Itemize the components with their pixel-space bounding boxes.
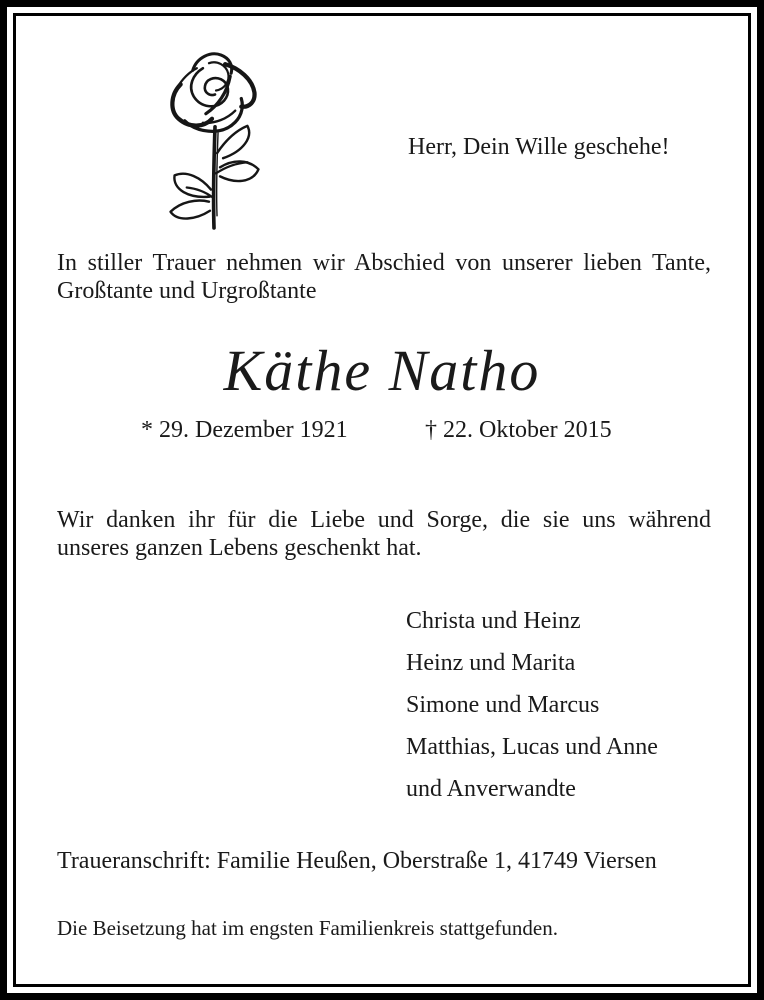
mourner-line: und Anverwandte	[406, 776, 576, 802]
birth-date: * 29. Dezember 1921	[141, 417, 348, 443]
rose-icon	[162, 48, 266, 232]
intro-line-2: Großtante und Urgroßtante	[57, 278, 317, 304]
intro-line-1: In stiller Trauer nehmen wir Abschied von unserer lieben Tante,	[57, 250, 711, 276]
mourners-list	[406, 600, 658, 810]
death-date: † 22. Oktober 2015	[425, 417, 612, 443]
mourning-address: Traueranschrift: Familie Heußen, Oberstraße 1, 41749 Viersen	[57, 848, 657, 874]
rose-illustration	[162, 48, 266, 232]
thanks-line-2: unseres ganzen Lebens geschenkt hat.	[57, 535, 422, 561]
burial-note: Die Beisetzung hat im engsten Familienkreis stattgefunden.	[57, 916, 558, 940]
mourner-line: Christa und Heinz	[406, 608, 581, 634]
deceased-name: Käthe Natho	[223, 338, 541, 403]
thanks-line-1: Wir danken ihr für die Liebe und Sorge, die sie uns während	[57, 507, 711, 533]
intro-paragraph	[57, 249, 711, 305]
motto-text: Herr, Dein Wille geschehe!	[408, 134, 670, 160]
mourner-line: Simone und Marcus	[406, 692, 600, 718]
thanks-paragraph	[57, 506, 711, 562]
mourner-line: Heinz und Marita	[406, 650, 576, 676]
mourner-line: Matthias, Lucas und Anne	[406, 734, 658, 760]
